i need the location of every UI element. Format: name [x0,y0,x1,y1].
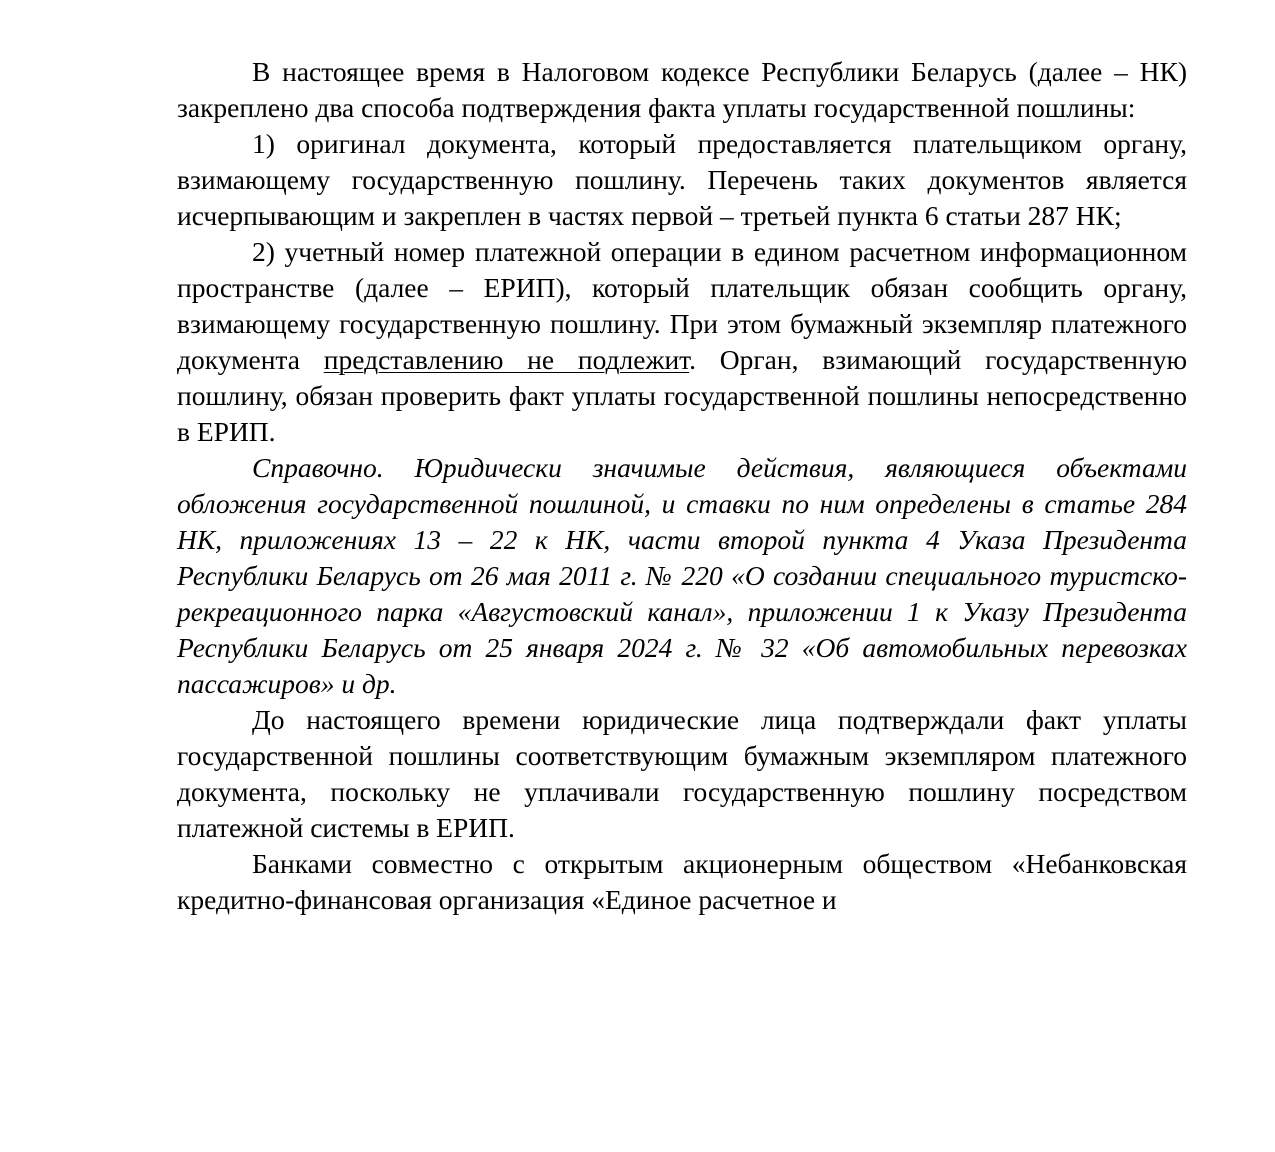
paragraph-legal-entities: До настоящего времени юридические лица подтверждали факт уплаты государственной пошлины соответствующим бумажным экземпляром платежного документа, поскольку не уплачивали государственную пошлину посредством платежной системы в ЕРИП. [177,704,1187,843]
paragraph-intro: В настоящее время в Налоговом кодексе Республики Беларусь (далее – НК) закреплено два способа подтверждения факта уплаты государственной пошлины: [177,56,1187,123]
paragraph-item-2-text-after: . Орган, взимающий государственную пошлину, обязан проверить факт уплаты государственной пошлины непосредственно в ЕРИП. [177,344,1187,447]
paragraph-reference-note: Справочно. Юридически значимые действия, являющиеся объектами обложения государственной пошлиной, и ставки по ним определены в статье 284 НК, приложениях 13 – 22 к НК, части второй пункта 4 Указа Президента Республики Беларусь от 26 мая 2011 г. № 220 «О создании специального туристско-рекреационного парка «Августовский канал», приложении 1 к Указу Президента Республики Беларусь от 25 января 2024 г. № 32 «Об автомобильных перевозках пассажиров» и др. [177,452,1187,699]
paragraph-item-1: 1) оригинал документа, который предоставляется плательщиком органу, взимающему государственную пошлину. Перечень таких документов является исчерпывающим и закреплен в частях первой – третьей пункта 6 статьи 287 НК; [177,128,1187,231]
paragraph-item-2 [177,234,1187,450]
document-page [177,54,1187,918]
paragraph-banks: Банками совместно с открытым акционерным обществом «Небанковская кредитно-финансовая организация «Единое расчетное и [177,848,1187,915]
paragraph-item-2-text-before: 2) учетный номер платежной операции в едином расчетном информационном пространстве (далее – ЕРИП), который плательщик обязан сообщить органу, взимающему государственную пошлину. При этом бумажный экземпляр платежного документа [177,236,1187,375]
underlined-phrase: представлению не подлежит [323,344,690,375]
